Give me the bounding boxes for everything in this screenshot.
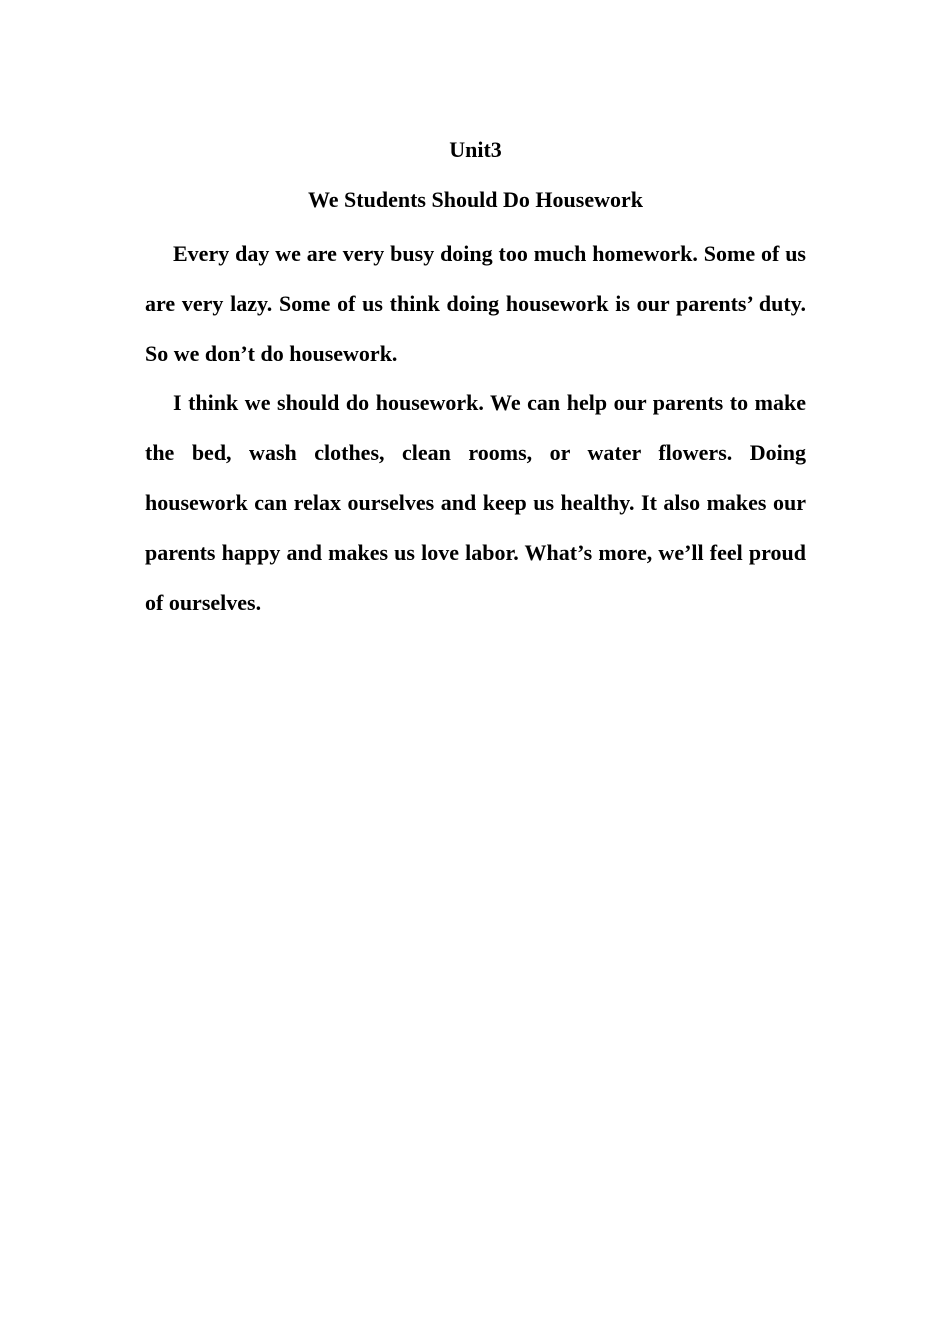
unit-heading: Unit3 — [449, 137, 502, 162]
document-title: We Students Should Do Housework — [308, 187, 643, 212]
document-body — [145, 129, 806, 627]
paragraph-1: Every day we are very busy doing too much homework. Some of us are very lazy. Some of us think doing housework is our parents’ duty. So we don’t do housework. — [145, 241, 806, 366]
paragraph-2: I think we should do housework. We can help our parents to make the bed, wash clothes, clean rooms, or water flowers. Doing housework can relax ourselves and keep us healthy. It also makes our parents happy and makes us love labor. What’s more, we’ll feel proud of ourselves. — [145, 390, 806, 615]
